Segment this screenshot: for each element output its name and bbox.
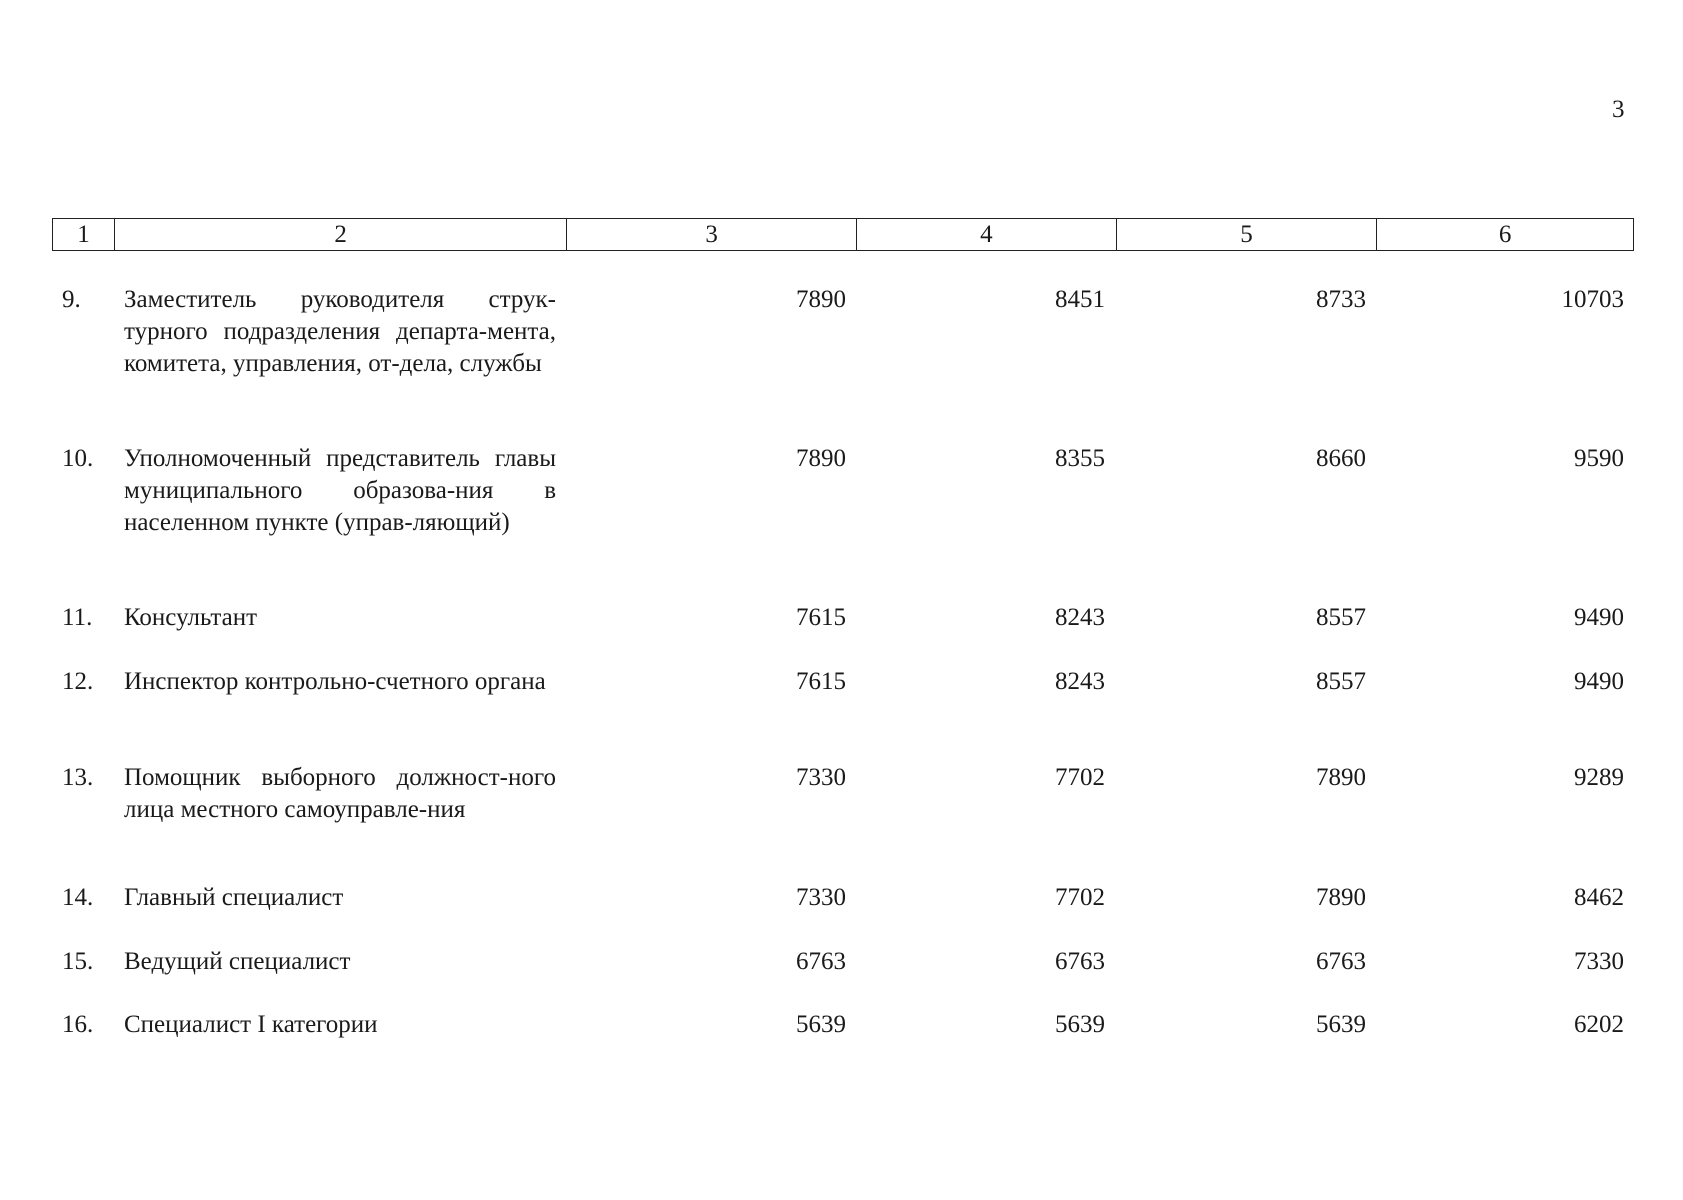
value-col-6: 7330 <box>1574 948 1624 975</box>
position-title: Уполномоченный представитель главы муниципального образова-ния в населенном пункте (управ-ляющий) <box>124 445 556 536</box>
value-col-3: 7330 <box>796 884 846 911</box>
value-col-5: 8660 <box>1316 445 1366 472</box>
value-col-4: 8243 <box>1055 604 1105 631</box>
row-number: 13. <box>62 764 94 791</box>
row-number: 15. <box>62 948 94 975</box>
value-col-6: 9289 <box>1574 764 1624 791</box>
page-number: 3 <box>1612 96 1625 123</box>
value-col-6: 9490 <box>1574 668 1624 695</box>
value-col-5: 7890 <box>1316 764 1366 791</box>
value-col-5: 7890 <box>1316 884 1366 911</box>
position-title: Консультант <box>124 604 258 631</box>
value-col-3: 7330 <box>796 764 846 791</box>
value-col-4: 7702 <box>1055 764 1105 791</box>
value-col-3: 7615 <box>796 668 846 695</box>
position-title: Заместитель руководителя струк-турного подразделения департа-мента, комитета, управления, от-дела, службы <box>124 286 556 377</box>
value-col-6: 6202 <box>1574 1011 1624 1038</box>
value-col-6: 8462 <box>1574 884 1624 911</box>
header-cell-4: 4 <box>857 219 1117 250</box>
row-number: 12. <box>62 668 94 695</box>
header-cell-1: 1 <box>53 219 115 250</box>
position-title: Инспектор контрольно-счетного органа <box>124 668 546 695</box>
column-number-header <box>52 218 1634 251</box>
value-col-5: 8733 <box>1316 286 1366 313</box>
row-number: 9. <box>62 286 81 313</box>
value-col-4: 8451 <box>1055 286 1105 313</box>
value-col-4: 8355 <box>1055 445 1105 472</box>
value-col-5: 8557 <box>1316 604 1366 631</box>
value-col-4: 7702 <box>1055 884 1105 911</box>
value-col-6: 10703 <box>1561 286 1624 313</box>
header-cell-5: 5 <box>1117 219 1378 250</box>
row-number: 10. <box>62 445 94 472</box>
value-col-3: 7890 <box>796 286 846 313</box>
value-col-5: 8557 <box>1316 668 1366 695</box>
value-col-3: 6763 <box>796 948 846 975</box>
row-number: 11. <box>62 604 93 631</box>
header-cell-6: 6 <box>1498 221 1512 248</box>
value-col-3: 7890 <box>796 445 846 472</box>
value-col-6: 9590 <box>1574 445 1624 472</box>
value-col-4: 8243 <box>1055 668 1105 695</box>
value-col-6: 9490 <box>1574 604 1624 631</box>
position-title: Специалист I категории <box>124 1011 378 1038</box>
row-number: 16. <box>62 1011 94 1038</box>
header-cell-3: 3 <box>567 219 857 250</box>
value-col-3: 7615 <box>796 604 846 631</box>
value-col-4: 5639 <box>1055 1011 1105 1038</box>
row-number: 14. <box>62 884 94 911</box>
position-title: Ведущий специалист <box>124 948 351 975</box>
position-title: Главный специалист <box>124 884 344 911</box>
value-col-3: 5639 <box>796 1011 846 1038</box>
position-title: Помощник выборного должност-ного лица местного самоуправле-ния <box>124 764 556 823</box>
header-cell-2: 2 <box>115 219 567 250</box>
value-col-4: 6763 <box>1055 948 1105 975</box>
value-col-5: 5639 <box>1316 1011 1366 1038</box>
value-col-5: 6763 <box>1316 948 1366 975</box>
